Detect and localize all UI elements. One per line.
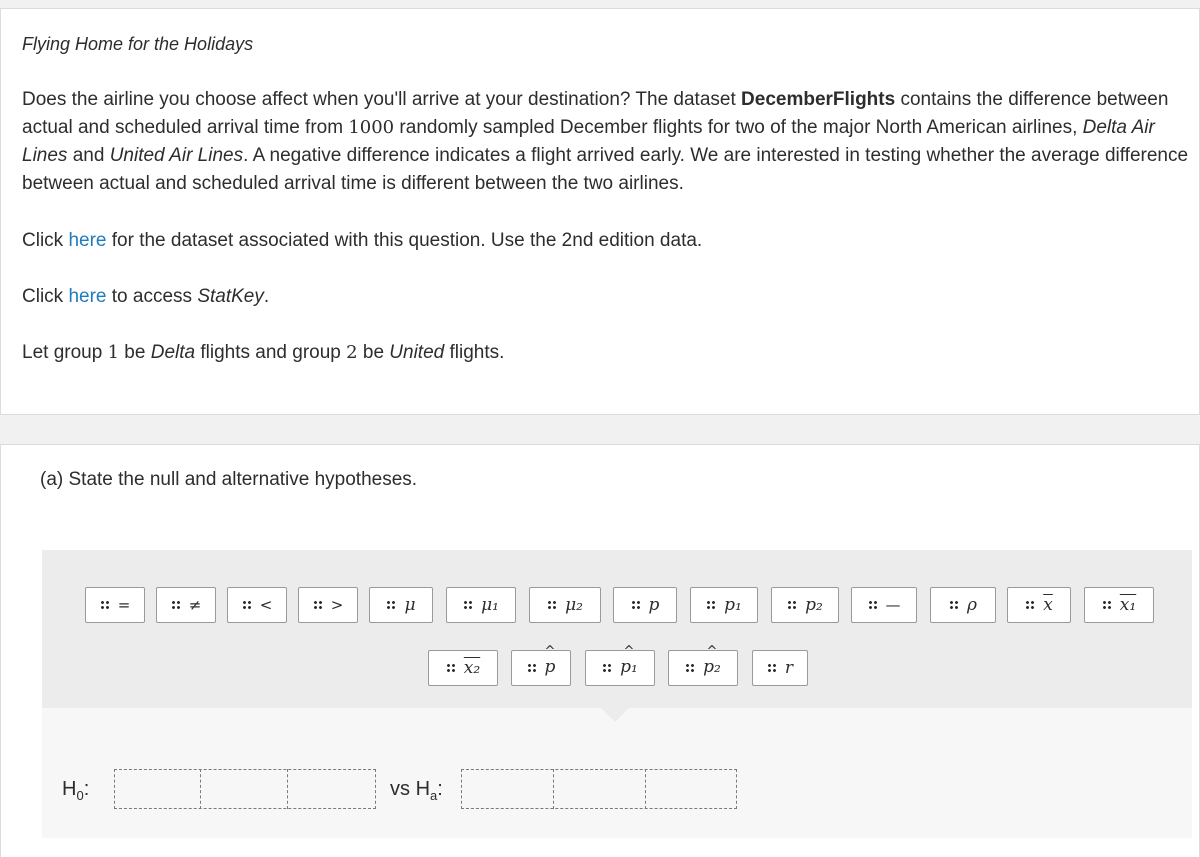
tile-symbol: μ₁ [481, 594, 499, 615]
tile-mu2[interactable] [529, 587, 601, 623]
dataset-link-line [22, 227, 702, 255]
drag-grip-icon [100, 600, 110, 610]
line-text: flights. [444, 342, 505, 363]
para-text: Does the airline you choose affect when you'll arrive at your destination? The dataset [22, 89, 742, 110]
tile-p1[interactable] [690, 587, 758, 623]
line-text: flights and group [195, 342, 347, 363]
tile-greater-than[interactable] [298, 587, 358, 623]
para-text: and [67, 145, 110, 166]
dropzone-divider [553, 769, 554, 809]
drag-grip-icon [171, 600, 181, 610]
h-letter: H [62, 778, 77, 800]
line-text: be [357, 342, 390, 363]
dropzone-divider [645, 769, 646, 809]
drag-grip-icon [242, 600, 252, 610]
line-text: Click [22, 286, 69, 307]
drag-grip-icon [949, 600, 959, 610]
drag-grip-icon [685, 663, 695, 673]
tile-minus[interactable] [851, 587, 917, 623]
drag-grip-icon [706, 600, 716, 610]
h-colon: : [83, 778, 90, 800]
statkey-link-line [22, 283, 269, 311]
problem-title: Flying Home for the Holidays [22, 34, 254, 54]
tile-p2[interactable] [771, 587, 839, 623]
group-definition-line [22, 339, 504, 367]
sample-count: 1000 [348, 117, 395, 138]
h-letter: H [415, 778, 431, 800]
drag-grip-icon [547, 600, 557, 610]
line-text: . [263, 286, 270, 307]
tile-symbol: ≠ [188, 595, 202, 614]
group-delta: Delta [150, 342, 196, 363]
tile-symbol: — [885, 595, 901, 614]
h-subscript: a [430, 788, 438, 803]
vs-text: vs [390, 778, 416, 800]
drag-grip-icon [386, 600, 396, 610]
tile-x1-bar[interactable] [1084, 587, 1154, 623]
dropzone-divider [200, 769, 201, 809]
airline-delta: Delta Air Lines [22, 117, 1155, 166]
line-text: for the dataset associated with this question. Use the 2nd edition data. [106, 230, 703, 251]
tile-symbol: μ₂ [565, 594, 583, 615]
drag-grip-icon [527, 663, 537, 673]
para-text: contains the difference between actual and scheduled arrival time from [22, 89, 1169, 138]
hat-accent: ^ [623, 644, 635, 659]
tile-not-equals[interactable] [156, 587, 216, 623]
drag-grip-icon [868, 600, 878, 610]
drag-grip-icon [463, 600, 473, 610]
drag-grip-icon [446, 663, 456, 673]
line-text: Let group [22, 342, 108, 363]
tile-less-than[interactable] [227, 587, 287, 623]
tile-symbol: p [648, 594, 660, 615]
dataset-link[interactable]: here [68, 230, 107, 251]
tile-x-bar[interactable] [1007, 587, 1071, 623]
tile-p-hat[interactable] [511, 644, 571, 686]
line-text: to access [106, 286, 198, 307]
airline-united: United Air Lines [109, 145, 244, 166]
tile-mu[interactable] [369, 587, 433, 623]
tile-symbol: ρ [967, 594, 977, 615]
group-number: 2 [346, 342, 358, 363]
palette-pointer [601, 708, 629, 722]
dataset-name: DecemberFlights [741, 89, 896, 110]
problem-paragraph [22, 86, 1197, 198]
alt-hypothesis-label [390, 778, 443, 803]
drag-grip-icon [767, 663, 777, 673]
tile-symbol: < [259, 595, 273, 614]
tile-symbol: p₂ [805, 594, 823, 615]
para-text: randomly sampled December flights for two of the major North American airlines, [394, 117, 1083, 138]
alt-hypothesis-dropzone[interactable] [461, 769, 737, 809]
drag-grip-icon [1102, 600, 1112, 610]
h-colon: : [437, 778, 443, 800]
tile-equals[interactable] [85, 587, 145, 623]
null-hypothesis-dropzone[interactable] [114, 769, 376, 809]
tile-symbol: μ [404, 594, 416, 615]
tile-symbol: p₁ [724, 594, 742, 615]
tile-symbol: p₂ [703, 657, 721, 677]
tile-rho[interactable] [930, 587, 996, 623]
drag-grip-icon [602, 663, 612, 673]
tile-p2-hat[interactable] [668, 644, 738, 686]
tile-p[interactable] [613, 587, 677, 623]
drag-grip-icon [631, 600, 641, 610]
hat-accent: ^ [706, 644, 718, 659]
group-number: 1 [107, 342, 120, 363]
dropzone-divider [287, 769, 288, 809]
tile-x2-bar[interactable] [428, 650, 498, 686]
statkey-name: StatKey [197, 286, 264, 307]
tile-symbol: p₁ [620, 657, 638, 677]
drag-grip-icon [787, 600, 797, 610]
tile-symbol: r [784, 657, 794, 678]
tile-symbol: p [544, 657, 556, 677]
statkey-link[interactable]: here [68, 286, 107, 307]
tile-r[interactable] [752, 650, 808, 686]
tile-p1-hat[interactable] [585, 644, 655, 686]
tile-symbol: > [330, 595, 344, 614]
para-text: . A negative difference indicates a flight arrived early. We are interested in testing whether the average difference between actual and scheduled arrival time is different between the two airlines. [22, 145, 1189, 194]
tile-symbol: = [117, 595, 131, 614]
line-text: be [119, 342, 151, 363]
tile-symbol: x₂ [463, 657, 481, 678]
question-label: (a) State the null and alternative hypotheses. [40, 469, 418, 490]
hat-accent: ^ [544, 644, 556, 659]
drag-grip-icon [313, 600, 323, 610]
drag-grip-icon [1025, 600, 1035, 610]
line-text: Click [22, 230, 69, 251]
null-hypothesis-label [62, 778, 89, 803]
h-subscript: 0 [76, 788, 84, 803]
group-united: United [389, 342, 445, 363]
tile-symbol: $\overline{x}$ [1043, 594, 1053, 615]
tile-mu1[interactable] [446, 587, 516, 623]
tile-symbol: x₁ [1119, 594, 1137, 615]
